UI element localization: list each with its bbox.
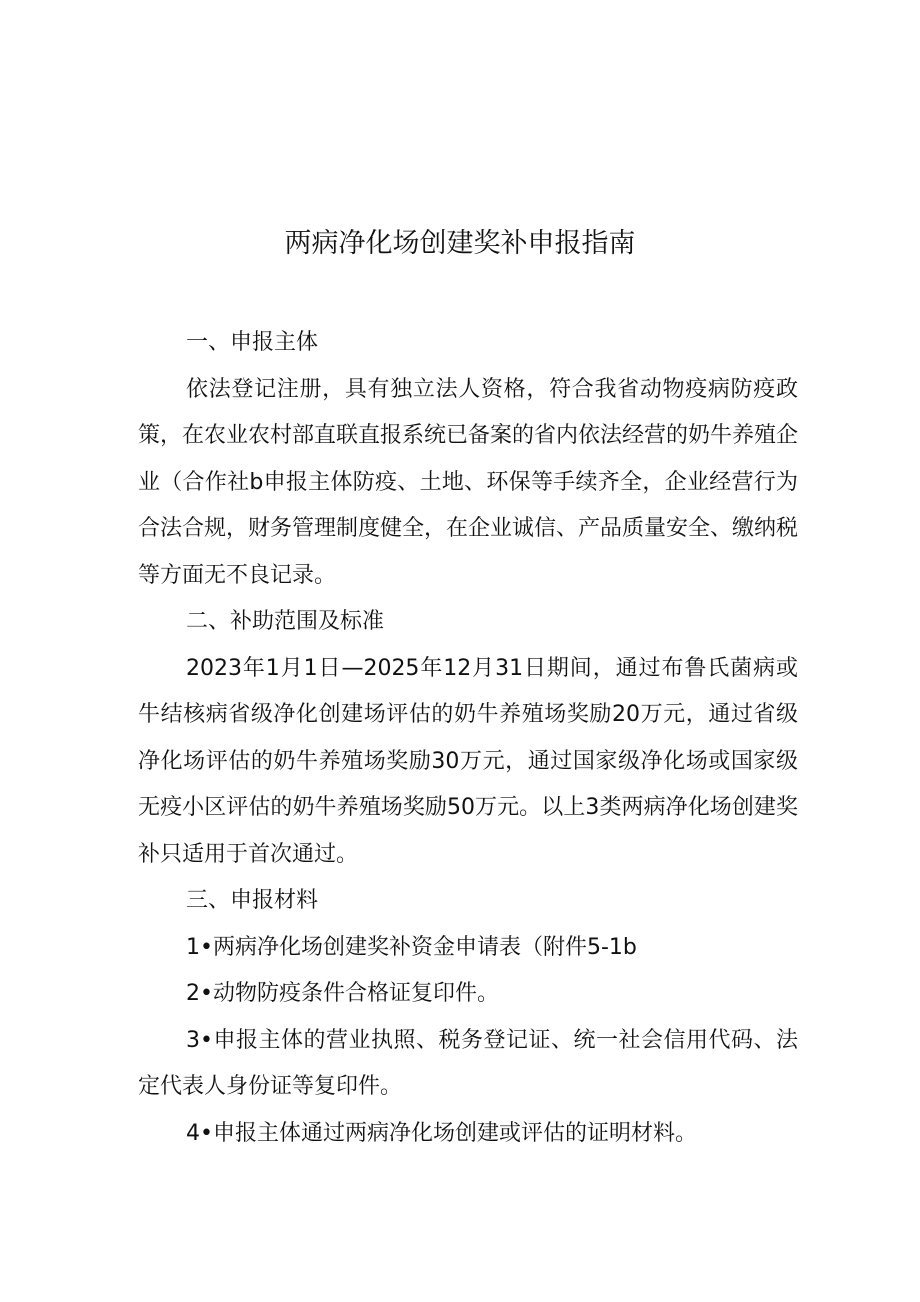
document-title: 两病净化场创建奖补申报指南 [284,228,636,259]
section-1-paragraph: 依法登记注册，具有独立法人资格，符合我省动物疫病防疫政策，在农业农村部直联直报系统已备案的省内依法经营的奶牛养殖企业（合作社b申报主体防疫、土地、环保等手续齐全，企业经营行为合法合规，财务管理制度健全，在企业诚信、产品质量安全、缴纳税等方面无不良记录。 [138,376,799,588]
materials-item-3: 3•申报主体的营业执照、税务登记证、统一社会信用代码、法定代表人身份证等复印件。 [138,1027,798,1099]
document-body [138,320,798,1157]
section-heading-2: 二、补助范围及标准 [186,609,385,634]
section-heading-1: 一、申报主体 [186,330,319,355]
materials-item-1: 1•两病净化场创建奖补资金申请表（附件5-1b [186,934,637,960]
materials-item-4: 4•申报主体通过两病净化场创建或评估的证明材料。 [186,1120,697,1146]
section-2-paragraph: 2023年1月1日—2025年12月31日期间，通过布鲁氏菌病或牛结核病省级净化创建场评估的奶牛养殖场奖励20万元，通过省级净化场评估的奶牛养殖场奖励30万元，通过国家级净化场或国家级无疫小区评估的奶牛养殖场奖励50万元。以上3类两病净化场创建奖补只适用于首次通过。 [138,655,798,867]
section-heading-3: 三、申报材料 [186,888,319,913]
materials-item-2: 2•动物防疫条件合格证复印件。 [186,981,499,1006]
